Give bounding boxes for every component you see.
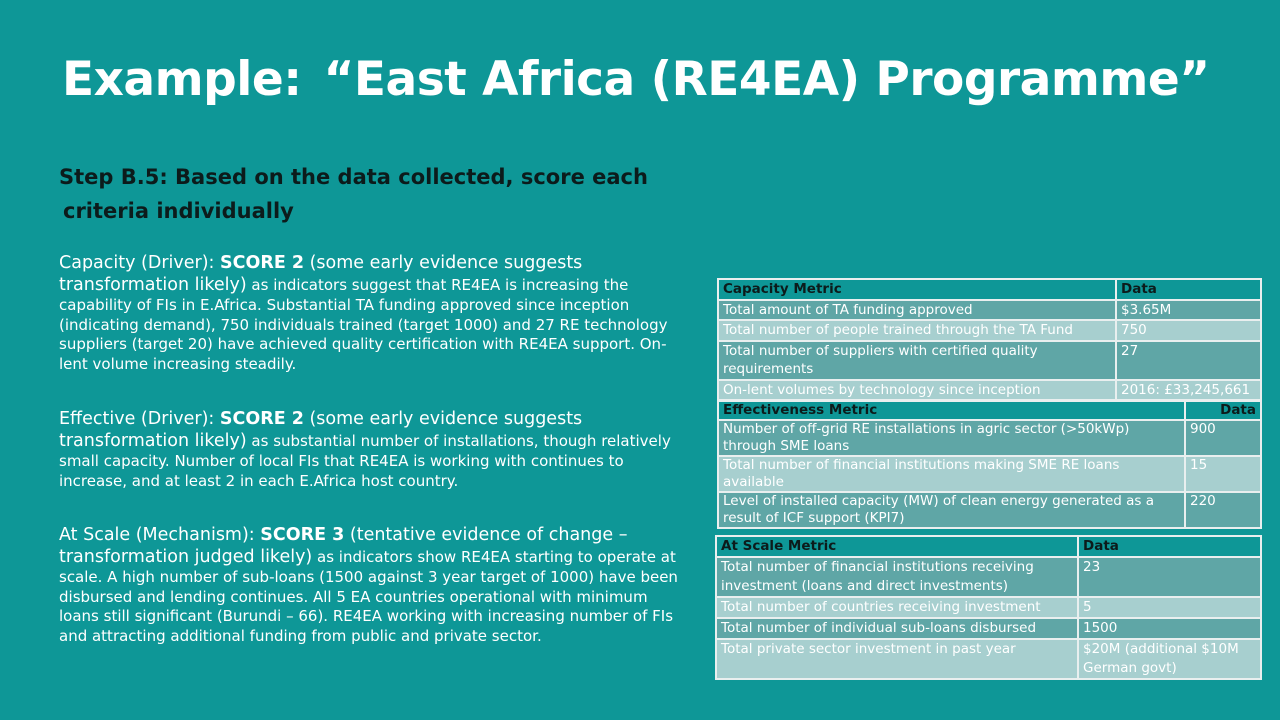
data-cell: 5 xyxy=(1078,597,1261,618)
metric-cell: Level of installed capacity (MW) of clean energy generated as a result of ICF support (KPI7) xyxy=(718,492,1185,528)
table-row xyxy=(718,456,1261,492)
table-row xyxy=(716,557,1261,597)
metric-cell: Number of off-grid RE installations in agric sector (>50kWp) through SME loans xyxy=(718,420,1185,456)
capacity-paragraph xyxy=(59,252,679,374)
metric-column-header: Capacity Metric xyxy=(718,279,1116,300)
data-column-header: Data xyxy=(1116,279,1261,300)
effective-qualifier: (some early evidence suggests transformation likely) xyxy=(59,409,583,451)
table-row xyxy=(718,380,1261,401)
title-programme: “East Africa (RE4EA) Programme” xyxy=(323,52,1210,107)
data-cell: 1500 xyxy=(1078,618,1261,639)
metric-cell: Total number of countries receiving investment xyxy=(716,597,1078,618)
scale-metric-table xyxy=(715,535,1262,680)
scale-score: SCORE 3 xyxy=(260,525,345,545)
data-cell: 2016: £33,245,661 xyxy=(1116,380,1261,401)
effective-label: Effective (Driver): xyxy=(59,409,220,429)
table-row xyxy=(718,492,1261,528)
metric-column-header: At Scale Metric xyxy=(716,536,1078,557)
capacity-qualifier: (some early evidence suggests transformation likely) xyxy=(59,253,583,295)
data-cell: 900 xyxy=(1185,420,1261,456)
step-heading xyxy=(59,160,679,228)
table-row xyxy=(716,639,1261,679)
metric-cell: Total amount of TA funding approved xyxy=(718,300,1116,321)
data-cell: 220 xyxy=(1185,492,1261,528)
effective-body: as substantial number of installations, though relatively small capacity. Number of local FIs that RE4EA is working with continues to increase, and at least 2 in each E.Africa host country. xyxy=(59,432,671,490)
data-column-header: Data xyxy=(1185,401,1261,420)
scale-qualifier: (tentative evidence of change – transformation judged likely) xyxy=(59,525,628,567)
metric-cell: Total number of individual sub-loans disbursed xyxy=(716,618,1078,639)
effective-paragraph xyxy=(59,408,679,491)
effectiveness-metric-table xyxy=(717,400,1262,529)
metric-cell: Total number of suppliers with certified quality requirements xyxy=(718,341,1116,380)
table-row xyxy=(718,341,1261,380)
data-cell: 15 xyxy=(1185,456,1261,492)
scale-paragraph xyxy=(59,524,679,646)
step-heading-line2: criteria individually xyxy=(63,199,294,223)
table-row xyxy=(718,300,1261,321)
table-header-row xyxy=(716,536,1261,557)
data-cell: $20M (additional $10M German govt) xyxy=(1078,639,1261,679)
data-cell: 23 xyxy=(1078,557,1261,597)
table-row xyxy=(718,320,1261,341)
metric-cell: Total number of people trained through the TA Fund xyxy=(718,320,1116,341)
table-row xyxy=(716,618,1261,639)
table-row xyxy=(716,597,1261,618)
capacity-metric-table xyxy=(717,278,1262,401)
title-prefix: Example: xyxy=(62,52,302,107)
table-header-row xyxy=(718,279,1261,300)
metric-cell: Total private sector investment in past year xyxy=(716,639,1078,679)
data-column-header: Data xyxy=(1078,536,1261,557)
slide-title xyxy=(62,52,1210,107)
metric-cell: Total number of financial institutions making SME RE loans available xyxy=(718,456,1185,492)
capacity-body: as indicators suggest that RE4EA is increasing the capability of FIs in E.Africa. Substantial TA funding approved since inception (indicating demand), 750 individuals trained (target 1000) and 27 RE technology suppliers (target 20) have achieved quality certification with RE4EA support. On-lent volume increasing steadily. xyxy=(59,276,668,373)
data-cell: $3.65M xyxy=(1116,300,1261,321)
metric-cell: Total number of financial institutions receiving investment (loans and direct investments) xyxy=(716,557,1078,597)
capacity-label: Capacity (Driver): xyxy=(59,253,221,273)
data-cell: 27 xyxy=(1116,341,1261,380)
effective-score: SCORE 2 xyxy=(219,409,304,429)
scale-label: At Scale (Mechanism): xyxy=(59,525,261,545)
table-row xyxy=(718,420,1261,456)
data-cell: 750 xyxy=(1116,320,1261,341)
metric-cell: On-lent volumes by technology since inception xyxy=(718,380,1116,401)
step-heading-line1: Step B.5: Based on the data collected, score each xyxy=(59,165,648,189)
metric-column-header: Effectiveness Metric xyxy=(718,401,1185,420)
scale-body: as indicators show RE4EA starting to operate at scale. A high number of sub-loans (1500 against 3 year target of 1000) have been disbursed and lending continues. All 5 EA countries operational with minimum loans still significant (Burundi – 66). RE4EA working with increasing number of FIs and attracting additional funding from public and private sector. xyxy=(59,548,678,645)
capacity-score: SCORE 2 xyxy=(220,253,305,273)
table-header-row xyxy=(718,401,1261,420)
